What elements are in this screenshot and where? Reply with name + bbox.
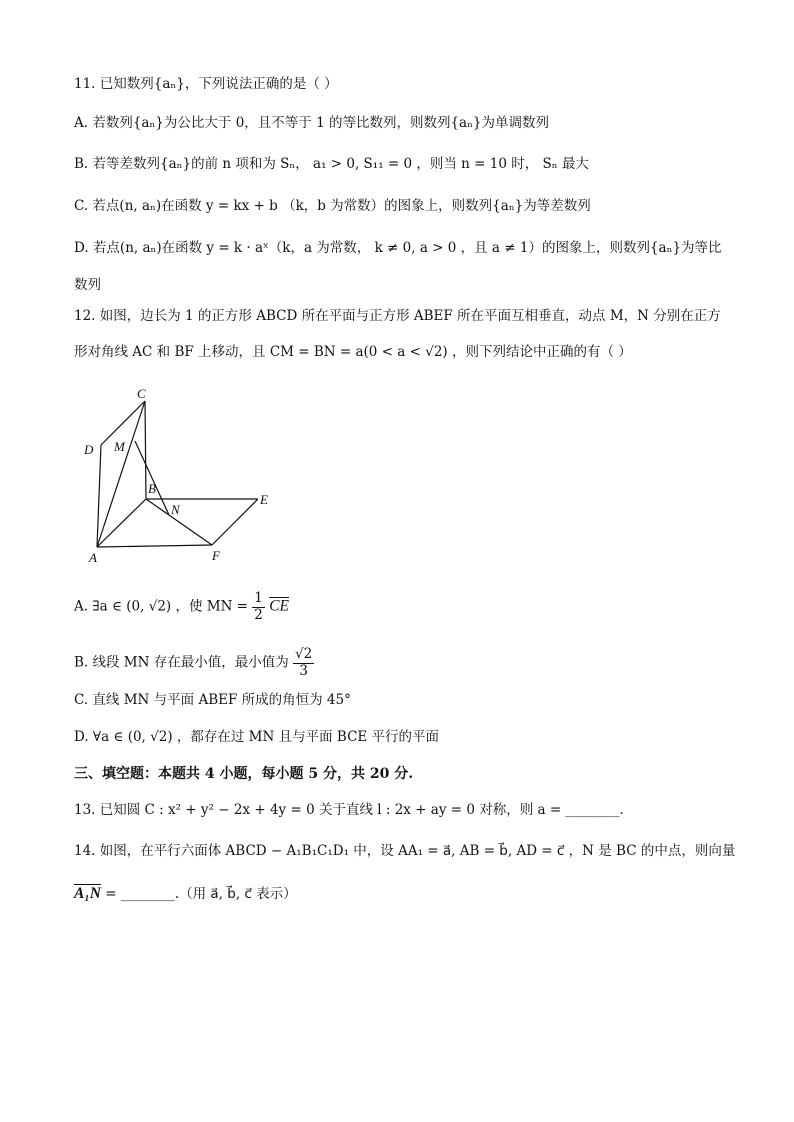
geometry-figure (80, 384, 300, 569)
label-e: E (260, 492, 268, 507)
label-c: C (137, 386, 146, 401)
q12-option-a-text: A. ∃a ∈ (0, √2) ，使 MN = (74, 598, 253, 615)
q11-option-d: D. 若点(n, aₙ)在函数 y = k · aˣ（k，a 为常数， k ≠ 0, a > 0 ，且 a ≠ 1）的图象上，则数列{aₙ}为等比 (74, 240, 722, 256)
q12-option-b-text: B. 线段 MN 存在最小值，最小值为 (74, 654, 289, 671)
edge-da (97, 445, 101, 547)
q14-line2-text: = ________.（用 a⃗, b⃗, c⃗ 表示） (105, 886, 297, 902)
edge-af (97, 545, 212, 547)
label-b: B (148, 481, 156, 496)
q11-option-b: B. 若等差数列{aₙ}的前 n 项和为 Sₙ， a₁ > 0, S₁₁ = 0 ，则当 n = 10 时， Sₙ 最大 (74, 156, 589, 172)
diagonal-ac (97, 401, 145, 547)
edge-cb (145, 401, 146, 499)
q12-stem-line1: 12. 如图，边长为 1 的正方形 ABCD 所在平面与正方形 ABEF 所在平面互相垂直，动点 M，N 分别在正方 (74, 308, 721, 324)
label-a: A (89, 550, 97, 565)
fraction-one-half: $\frac{1}{2}$ (254, 590, 263, 623)
fraction-sqrt2-over-3: $\frac{√2}{3}$ (295, 646, 313, 679)
q11-option-a: A. 若数列{aₙ}为公比大于 0，且不等于 1 的等比数列，则数列{aₙ}为单调数列 (74, 115, 550, 131)
q13-text: 13. 已知圆 C : x² + y² − 2x + 4y = 0 关于直线 l : 2x + ay = 0 对称，则 a = ________. (74, 802, 624, 818)
q11-stem: 11. 已知数列{aₙ}，下列说法正确的是（ ） (74, 76, 338, 92)
label-d: D (84, 442, 94, 457)
q12-option-a (74, 592, 289, 622)
label-f: F (212, 548, 220, 563)
q12-stem-line2: 形对角线 AC 和 BF 上移动，且 CM = BN = a(0 < a < √2) ，则下列结论中正确的有（ ） (74, 344, 632, 360)
label-m: M (114, 439, 125, 454)
q12-option-c: C. 直线 MN 与平面 ABEF 所成的角恒为 45° (74, 692, 351, 708)
section-heading: 三、填空题：本题共 4 小题，每小题 5 分，共 20 分. (74, 766, 414, 782)
vector-a1n: A₁N (74, 885, 101, 902)
q12-option-b (74, 648, 314, 678)
edge-ef (212, 499, 258, 545)
q11-option-d-cont: 数列 (74, 277, 101, 293)
label-n: N (171, 502, 180, 517)
q14-line2 (74, 886, 297, 902)
q14-line1: 14. 如图，在平行六面体 ABCD − A₁B₁C₁D₁ 中，设 AA₁ = a⃗, AB = b⃗, AD = c⃗ ，N 是 BC 的中点，则向量 (74, 843, 736, 859)
q12-option-d: D. ∀a ∈ (0, √2) ，都存在过 MN 且与平面 BCE 平行的平面 (74, 729, 440, 745)
vector-ce: $\overline{CE}$ (269, 597, 289, 615)
q11-option-c: C. 若点(n, aₙ)在函数 y = kx + b （k，b 为常数）的图象上，则数列{aₙ}为等差数列 (74, 198, 591, 214)
